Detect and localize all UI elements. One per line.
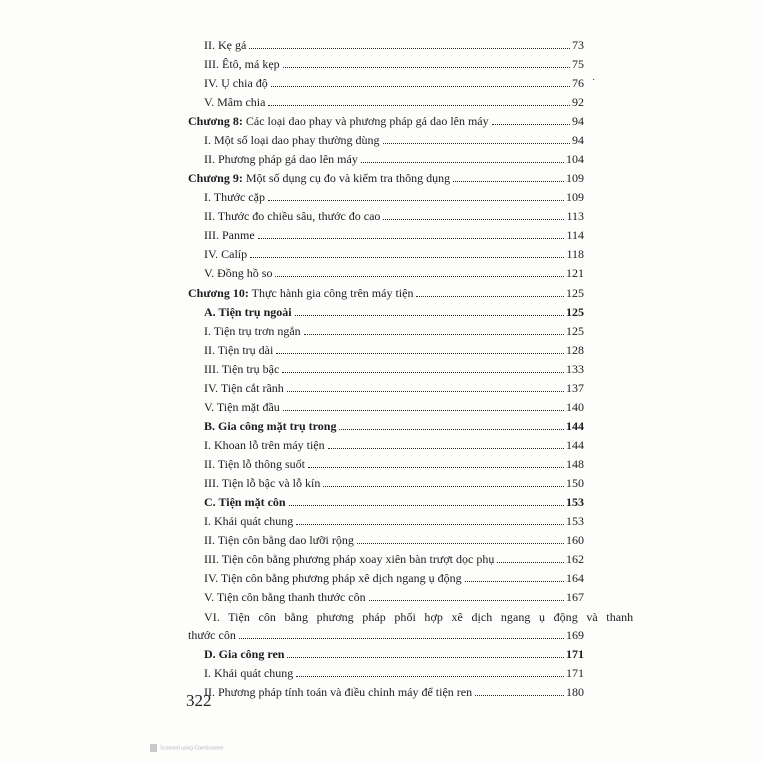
- toc-entry: [204, 357, 584, 376]
- toc-entry-title: V. Đồng hồ so: [204, 266, 273, 280]
- toc-entry: [204, 452, 584, 471]
- toc-entry-label: [204, 305, 293, 319]
- toc-entry: [204, 471, 584, 490]
- toc-page-number: 109: [566, 171, 584, 185]
- dot-leader: [268, 200, 564, 201]
- dot-leader: [492, 124, 570, 125]
- toc-chapter-entry: [188, 281, 584, 300]
- toc-entry-label: [204, 324, 302, 338]
- dot-leader: [369, 600, 564, 601]
- toc-entry-title: V. Mâm chia: [204, 95, 266, 109]
- toc-entry-title: A. Tiện trụ ngoài: [204, 305, 292, 319]
- toc-entry-label: [188, 114, 490, 128]
- toc-entry-label: [204, 152, 359, 166]
- toc-page-number: 133: [566, 362, 584, 376]
- toc-entry: [204, 319, 584, 338]
- toc-entry-label: [204, 647, 285, 661]
- toc-entry-label: [204, 266, 273, 280]
- dot-leader: [283, 67, 570, 68]
- toc-page-number: 75: [572, 57, 584, 71]
- toc-entry-title: I. Thước cặp: [204, 190, 265, 204]
- toc-entry-title: C. Tiện mặt côn: [204, 495, 286, 509]
- dot-leader: [296, 524, 564, 525]
- toc-entry-label: [204, 666, 294, 680]
- toc-entry-label: [204, 495, 287, 509]
- toc-entry: [204, 338, 584, 357]
- toc-entry-title: I. Tiện trụ trơn ngắn: [204, 324, 301, 338]
- toc-entry-label: [204, 76, 269, 90]
- toc-entry-label: [204, 228, 256, 242]
- toc-page-number: 148: [566, 457, 584, 471]
- toc-entry-label: [204, 95, 266, 109]
- toc-page-number: 118: [566, 247, 584, 261]
- toc-entry-title: II. Tiện trụ dài: [204, 343, 274, 357]
- toc-entry-title: Các loại dao phay và phương pháp gá dao lên máy: [245, 114, 489, 128]
- ink-mark: ˙: [592, 78, 596, 89]
- toc-entry: [204, 433, 584, 452]
- toc-entry-label: [204, 362, 280, 376]
- toc-entry-title: VI. Tiện côn bằng phương pháp phối hợp xê dịch ngang ụ động và thanh: [204, 610, 634, 624]
- toc-entry-title: IV. Tiện cắt rãnh: [204, 381, 284, 395]
- toc-page-number: 76: [572, 76, 584, 90]
- scan-watermark: [150, 744, 224, 752]
- toc-page-number: 171: [566, 647, 584, 661]
- toc-entry: [204, 185, 584, 204]
- toc-entry-label: [204, 38, 247, 52]
- toc-entry-label: [204, 590, 367, 604]
- dot-leader: [283, 410, 564, 411]
- toc-entry-title: I. Khái quát chung: [204, 514, 294, 528]
- toc-entry: [188, 623, 584, 642]
- toc-entry-title: III. Tiện trụ bậc: [204, 362, 280, 376]
- toc-page-number: 164: [566, 571, 584, 585]
- dot-leader: [304, 334, 564, 335]
- dot-leader: [416, 296, 564, 297]
- toc-entry: [204, 33, 584, 52]
- toc-entry-title: IV. Calíp: [204, 247, 248, 261]
- toc-chapter-entry: [188, 109, 584, 128]
- toc-entry: [204, 605, 634, 624]
- toc-page-number: 114: [566, 228, 584, 242]
- dot-leader: [287, 657, 564, 658]
- dot-leader: [287, 391, 564, 392]
- chapter-prefix: Chương 9:: [188, 171, 243, 185]
- toc-entry-title: B. Gia công mặt trụ trong: [204, 419, 337, 433]
- toc-entry: [204, 52, 584, 71]
- toc-entry: [204, 585, 584, 604]
- dot-leader: [339, 429, 564, 430]
- toc-entry: [204, 547, 584, 566]
- toc-entry-label: [188, 171, 451, 185]
- toc-entry-label: [204, 514, 294, 528]
- toc-entry: [204, 71, 584, 90]
- toc-entry: [204, 528, 584, 547]
- dot-leader: [328, 448, 564, 449]
- toc-page-number: 121: [566, 266, 584, 280]
- chapter-prefix: Chương 8:: [188, 114, 243, 128]
- toc-entry-title: II. Tiện côn bằng dao lưỡi rộng: [204, 533, 354, 547]
- dot-leader: [275, 276, 564, 277]
- toc-page-number: 125: [566, 324, 584, 338]
- toc-entry: [204, 128, 584, 147]
- toc-entry-title: III. Panme: [204, 228, 255, 242]
- dot-leader: [465, 581, 564, 582]
- toc-entry-label: [204, 476, 321, 490]
- toc-entry-title: thước côn: [188, 628, 236, 642]
- dot-leader: [296, 676, 564, 677]
- page-number: 322: [186, 691, 212, 710]
- toc-page-number: 180: [566, 685, 584, 699]
- toc-entry: [204, 147, 584, 166]
- toc-section-entry: [204, 490, 584, 509]
- chapter-prefix: Chương 10:: [188, 286, 249, 300]
- dot-leader: [497, 562, 564, 563]
- toc-page-number: 125: [566, 305, 584, 319]
- toc-entry: [204, 376, 584, 395]
- toc-entry-label: [204, 610, 634, 624]
- toc-page-number: 94: [572, 114, 584, 128]
- dot-leader: [361, 162, 564, 163]
- toc-page-number: 153: [566, 514, 584, 528]
- toc-entry-title: V. Tiện mặt đầu: [204, 400, 280, 414]
- toc-entry-label: [204, 533, 355, 547]
- toc-entry: [204, 566, 584, 585]
- toc-chapter-entry: [188, 166, 584, 185]
- toc-page-number: 104: [566, 152, 584, 166]
- dot-leader: [475, 695, 564, 696]
- toc-page-number: 144: [566, 419, 584, 433]
- toc-entry-title: III. Êtô, má kẹp: [204, 57, 280, 71]
- dot-leader: [239, 638, 564, 639]
- dot-leader: [383, 143, 571, 144]
- toc-entry-title: I. Khoan lỗ trên máy tiện: [204, 438, 325, 452]
- toc-entry: [204, 661, 584, 680]
- toc-entry-title: IV. Tiện côn bằng phương pháp xê dịch ngang ụ động: [204, 571, 462, 585]
- toc-page-number: 167: [566, 590, 584, 604]
- toc-entry: [204, 509, 584, 528]
- toc-page-number: 144: [566, 438, 584, 452]
- toc-entry-label: [188, 628, 237, 642]
- toc-entry-title: V. Tiện côn bằng thanh thước côn: [204, 590, 366, 604]
- dot-leader: [249, 48, 570, 49]
- toc-entry-title: I. Khái quát chung: [204, 666, 294, 680]
- toc-entry-label: [204, 190, 266, 204]
- toc-entry-title: II. Tiện lỗ thông suốt: [204, 457, 306, 471]
- toc-entry: [204, 204, 584, 223]
- dot-leader: [295, 315, 564, 316]
- toc-entry: [204, 680, 584, 699]
- toc-entry-label: [204, 457, 306, 471]
- toc-entry-title: II. Phương pháp tính toán và điều chỉnh máy để tiện ren: [204, 685, 473, 699]
- scan-watermark-text: Scanned using CamScanner: [160, 745, 224, 752]
- toc-entry-label: [204, 552, 495, 566]
- dot-leader: [289, 505, 564, 506]
- toc-page-number: 109: [566, 190, 584, 204]
- toc-entry-label: [204, 400, 281, 414]
- toc-entry-title: Một số dụng cụ đo và kiểm tra thông dụng: [245, 171, 451, 185]
- toc-page-number: 92: [572, 95, 584, 109]
- toc-entry-title: III. Tiện lỗ bậc và lỗ kín: [204, 476, 321, 490]
- toc-entry-title: D. Gia công ren: [204, 647, 285, 661]
- dot-leader: [250, 257, 564, 258]
- toc-entry-title: II. Kẹ gá: [204, 38, 247, 52]
- toc-page-number: 137: [566, 381, 584, 395]
- toc-entry: [204, 242, 584, 261]
- toc-entry: [204, 223, 584, 242]
- toc-entry-label: [204, 343, 274, 357]
- toc-page-number: 113: [566, 209, 584, 223]
- toc-page-number: 160: [566, 533, 584, 547]
- scanner-logo-icon: [150, 744, 157, 752]
- toc-entry-title: IV. Ụ chia độ: [204, 76, 268, 90]
- toc-page-number: 169: [566, 628, 584, 642]
- toc-section-entry: [204, 642, 584, 661]
- toc-entry-label: [204, 685, 473, 699]
- toc-entry: [204, 395, 584, 414]
- toc-entry: [204, 90, 584, 109]
- dot-leader: [271, 86, 570, 87]
- toc-entry-title: II. Phương pháp gá dao lên máy: [204, 152, 358, 166]
- toc-page-number: 140: [566, 400, 584, 414]
- toc-entry-label: [204, 381, 285, 395]
- toc-page-number: 125: [566, 286, 584, 300]
- dot-leader: [453, 181, 564, 182]
- toc-page-number: 153: [566, 495, 584, 509]
- toc-entry-label: [204, 133, 381, 147]
- toc-page-number: 171: [566, 666, 584, 680]
- toc-entry-label: [188, 286, 414, 300]
- toc-entry-label: [204, 209, 381, 223]
- toc-page-number: 150: [566, 476, 584, 490]
- dot-leader: [308, 467, 564, 468]
- toc-entry-label: [204, 438, 326, 452]
- toc-page-number: 94: [572, 133, 584, 147]
- dot-leader: [276, 353, 564, 354]
- toc-entry-label: [204, 57, 281, 71]
- toc-page-number: 73: [572, 38, 584, 52]
- dot-leader: [323, 486, 564, 487]
- toc-section-entry: [204, 300, 584, 319]
- dot-leader: [383, 219, 564, 220]
- toc-entry-title: II. Thước đo chiều sâu, thước đo cao: [204, 209, 381, 223]
- dot-leader: [282, 372, 564, 373]
- toc-entry: [204, 261, 584, 280]
- toc-page-number: 128: [566, 343, 584, 357]
- toc-entry-label: [204, 247, 248, 261]
- dot-leader: [357, 543, 564, 544]
- toc-section-entry: [204, 414, 584, 433]
- dot-leader: [258, 238, 565, 239]
- toc-entry-label: [204, 571, 463, 585]
- toc-entry-title: III. Tiện côn bằng phương pháp xoay xiên bàn trượt dọc phụ: [204, 552, 495, 566]
- toc-entry-title: I. Một số loại dao phay thường dùng: [204, 133, 380, 147]
- toc-page-number: 162: [566, 552, 584, 566]
- dot-leader: [268, 105, 570, 106]
- toc-entry-label: [204, 419, 337, 433]
- toc-entry-title: Thực hành gia công trên máy tiện: [251, 286, 414, 300]
